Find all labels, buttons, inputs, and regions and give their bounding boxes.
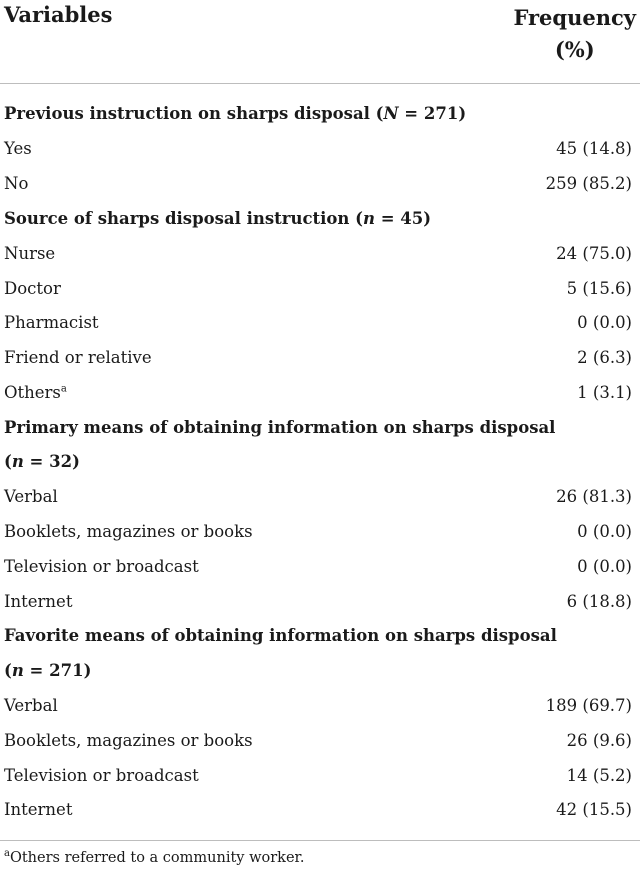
footnote-text: Others referred to a community worker. xyxy=(9,850,305,866)
row-label: Verbal xyxy=(4,487,58,506)
header-frequency xyxy=(513,2,636,66)
header-variables: Variables xyxy=(4,2,113,27)
header-frequency-line1: Frequency xyxy=(513,5,636,30)
row-value: 2 (6.3) xyxy=(577,348,632,367)
table-footnote xyxy=(4,850,304,866)
row-label: No xyxy=(4,174,29,193)
row-label: Nurse xyxy=(4,244,56,263)
row-value: 259 (85.2) xyxy=(545,174,632,193)
row-label: Others$^a$ xyxy=(4,383,67,402)
row-value: 42 (15.5) xyxy=(556,800,632,819)
row-label: Internet xyxy=(4,800,73,819)
row-label: Television or broadcast xyxy=(4,766,199,785)
row-value: 0 (0.0) xyxy=(577,313,632,332)
row-label: Yes xyxy=(4,139,32,158)
row-value: 1 (3.1) xyxy=(577,383,632,402)
row-label: Friend or relative xyxy=(4,348,152,367)
table-header xyxy=(0,0,640,82)
header-divider xyxy=(0,83,640,84)
row-value: 0 (0.0) xyxy=(577,557,632,576)
footer-divider xyxy=(0,840,640,841)
row-value: 5 (15.6) xyxy=(566,279,632,298)
row-label: Booklets, magazines or books xyxy=(4,522,253,541)
row-label: Booklets, magazines or books xyxy=(4,731,253,750)
row-value: 0 (0.0) xyxy=(577,522,632,541)
row-value: 14 (5.2) xyxy=(566,766,632,785)
row-value: 189 (69.7) xyxy=(545,696,632,715)
sharps-disposal-table: Variables Frequency (%) Previous instruction on sharps disposal (N = 271) Yes 45 (14.8) No 259 (85.2) Source of sharps disposal instruction (n = 45) Nurse 24 (75.0) Doctor 5 (15.6) Pharmacist 0 (0.0) Friend or relative 2 (6.3) Others$^a$ 1 (3.1) Primary means of obtaining information on sharps disposal (n = 32) Verbal 26 (81.3) Booklets, magazines or books 0 (0.0) Television or broadcast 0 (0.0) Internet 6 (18.8) Favorite means of obtaining information on sharps disposal (n = 271) Verbal 189 (69.7) Booklets, magazines or books 26 (9.6) Television or broadcast 14 (5.2) Internet 42 (15.5) xyxy=(0,0,640,82)
footnote-marker: a xyxy=(60,383,67,395)
row-label: Pharmacist xyxy=(4,313,99,332)
row-label: Television or broadcast xyxy=(4,557,199,576)
row-label: Doctor xyxy=(4,279,61,298)
row-value: 26 (9.6) xyxy=(566,731,632,750)
row-value: 24 (75.0) xyxy=(556,244,632,263)
row-label: Verbal xyxy=(4,696,58,715)
header-frequency-line2: (%) xyxy=(554,37,595,62)
footnote-marker: a xyxy=(4,848,10,860)
row-value: 26 (81.3) xyxy=(556,487,632,506)
row-value: 45 (14.8) xyxy=(556,139,632,158)
row-value: 6 (18.8) xyxy=(566,592,632,611)
row-label: Internet xyxy=(4,592,73,611)
